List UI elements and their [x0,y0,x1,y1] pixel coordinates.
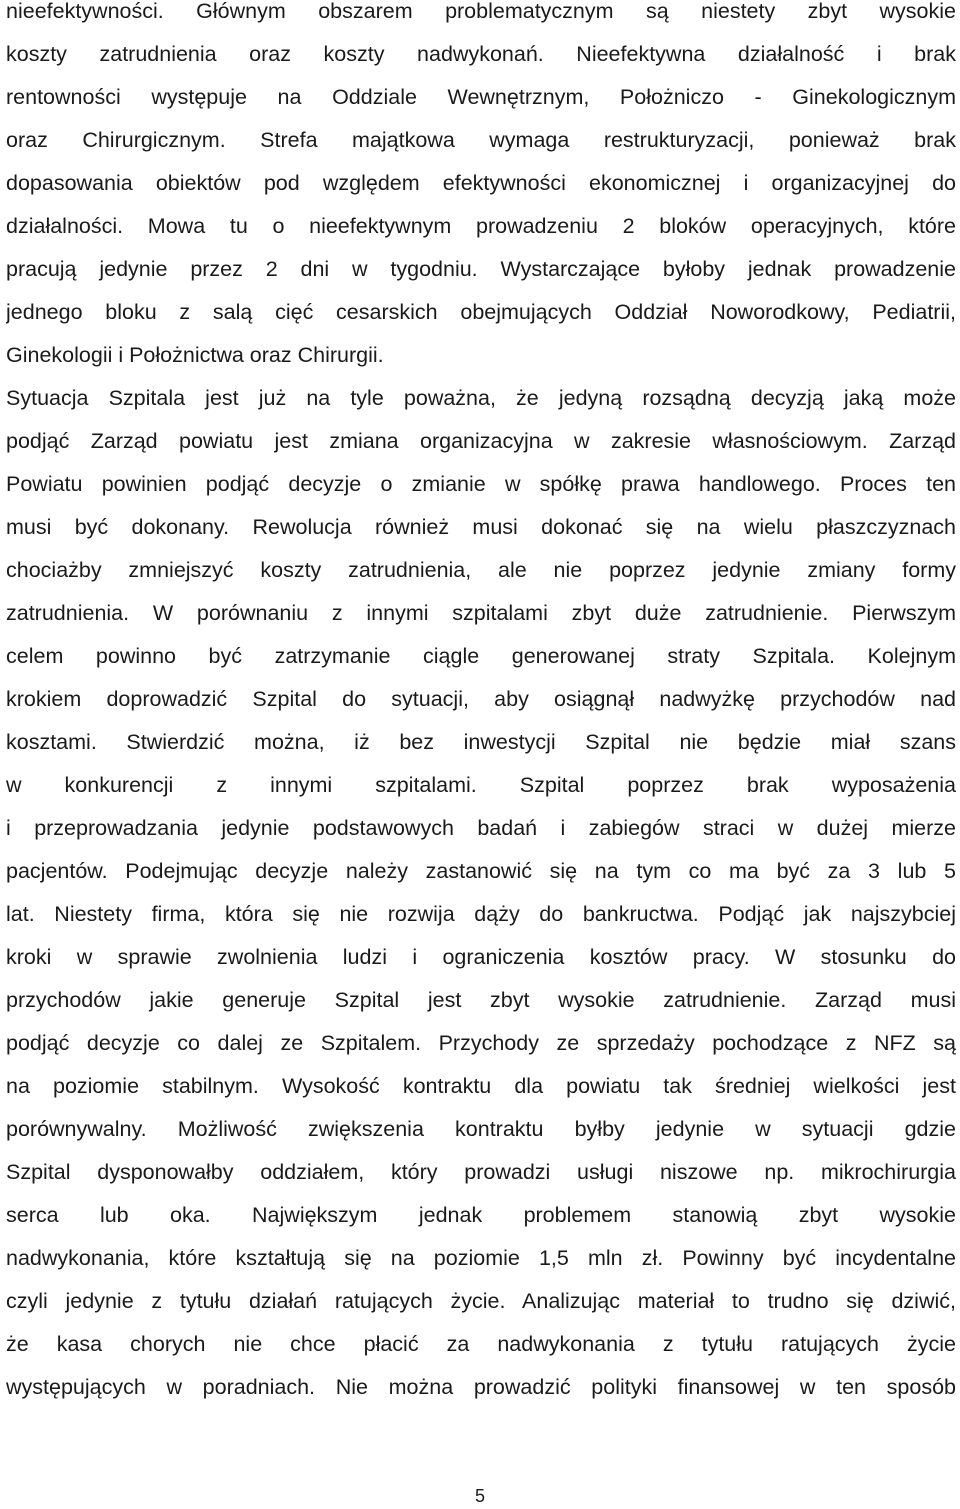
text-line: podjąć Zarząd powiatu jest zmiana organizacyjna w zakresie własnościowym. Zarząd [6,429,956,453]
text-line: nieefektywności. Głównym obszarem problematycznym są niestety zbyt wysokie [6,0,956,23]
text-line: Ginekologii i Położnictwa oraz Chirurgii. [6,343,384,367]
text-line: pacjentów. Podejmując decyzje należy zastanowić się na tym co ma być za 3 lub 5 [6,859,956,883]
text-line: pracują jedynie przez 2 dni w tygodniu. Wystarczające byłoby jednak prowadzenie [6,257,956,281]
text-line: że kasa chorych nie chce płacić za nadwykonania z tytułu ratujących życie [6,1332,956,1356]
text-line: Sytuacja Szpitala jest już na tyle poważna, że jedyną rozsądną decyzją jaką może [6,386,956,410]
text-line: chociażby zmniejszyć koszty zatrudnienia, ale nie poprzez jedynie zmiany formy [6,558,956,582]
text-line: kroki w sprawie zwolnienia ludzi i ograniczenia kosztów pracy. W stosunku do [6,945,956,969]
text-line: krokiem doprowadzić Szpital do sytuacji, aby osiągnął nadwyżkę przychodów nad [6,687,956,711]
text-line: rentowności występuje na Oddziale Wewnętrznym, Położniczo - Ginekologicznym [6,85,956,109]
text-line: Powiatu powinien podjąć decyzje o zmianie w spółkę prawa handlowego. Proces ten [6,472,956,496]
text-line: kosztami. Stwierdzić można, iż bez inwestycji Szpital nie będzie miał szans [6,730,956,754]
text-line: przychodów jakie generuje Szpital jest zbyt wysokie zatrudnienie. Zarząd musi [6,988,956,1012]
text-line: celem powinno być zatrzymanie ciągle generowanej straty Szpitala. Kolejnym [6,644,956,668]
text-line: w konkurencji z innymi szpitalami. Szpital poprzez brak wyposażenia [6,773,956,797]
text-line: na poziomie stabilnym. Wysokość kontraktu dla powiatu tak średniej wielkości jest [6,1074,956,1098]
page-number: 5 [474,1486,485,1506]
text-line: działalności. Mowa tu o nieefektywnym prowadzeniu 2 bloków operacyjnych, które [6,214,956,238]
text-line: musi być dokonany. Rewolucja również musi dokonać się na wielu płaszczyznach [6,515,956,539]
text-line: porównywalny. Możliwość zwiększenia kontraktu byłby jedynie w sytuacji gdzie [6,1117,956,1141]
text-line: dopasowania obiektów pod względem efektywności ekonomicznej i organizacyjnej do [6,171,956,195]
text-line: Szpital dysponowałby oddziałem, który prowadzi usługi niszowe np. mikrochirurgia [6,1160,956,1184]
text-line: serca lub oka. Największym jednak problemem stanowią zbyt wysokie [6,1203,956,1227]
text-line: zatrudnienia. W porównaniu z innymi szpitalami zbyt duże zatrudnienie. Pierwszym [6,601,956,625]
text-line: koszty zatrudnienia oraz koszty nadwykonań. Nieefektywna działalność i brak [6,42,956,66]
text-line: występujących w poradniach. Nie można prowadzić polityki finansowej w ten sposób [6,1375,956,1399]
text-line: i przeprowadzania jedynie podstawowych badań i zabiegów straci w dużej mierze [6,816,956,840]
text-line: oraz Chirurgicznym. Strefa majątkowa wymaga restrukturyzacji, ponieważ brak [6,128,956,152]
text-line: lat. Niestety firma, która się nie rozwija dąży do bankructwa. Podjąć jak najszybciej [6,902,956,926]
text-line: nadwykonania, które kształtują się na poziomie 1,5 mln zł. Powinny być incydentalne [6,1246,956,1270]
text-line: podjąć decyzje co dalej ze Szpitalem. Przychody ze sprzedaży pochodzące z NFZ są [6,1031,956,1055]
text-line: czyli jedynie z tytułu działań ratujących życie. Analizując materiał to trudno się dziwić, [6,1289,956,1313]
text-line: jednego bloku z salą cięć cesarskich obejmujących Oddział Noworodkowy, Pediatrii, [6,300,956,324]
document-page [6,0,956,1509]
